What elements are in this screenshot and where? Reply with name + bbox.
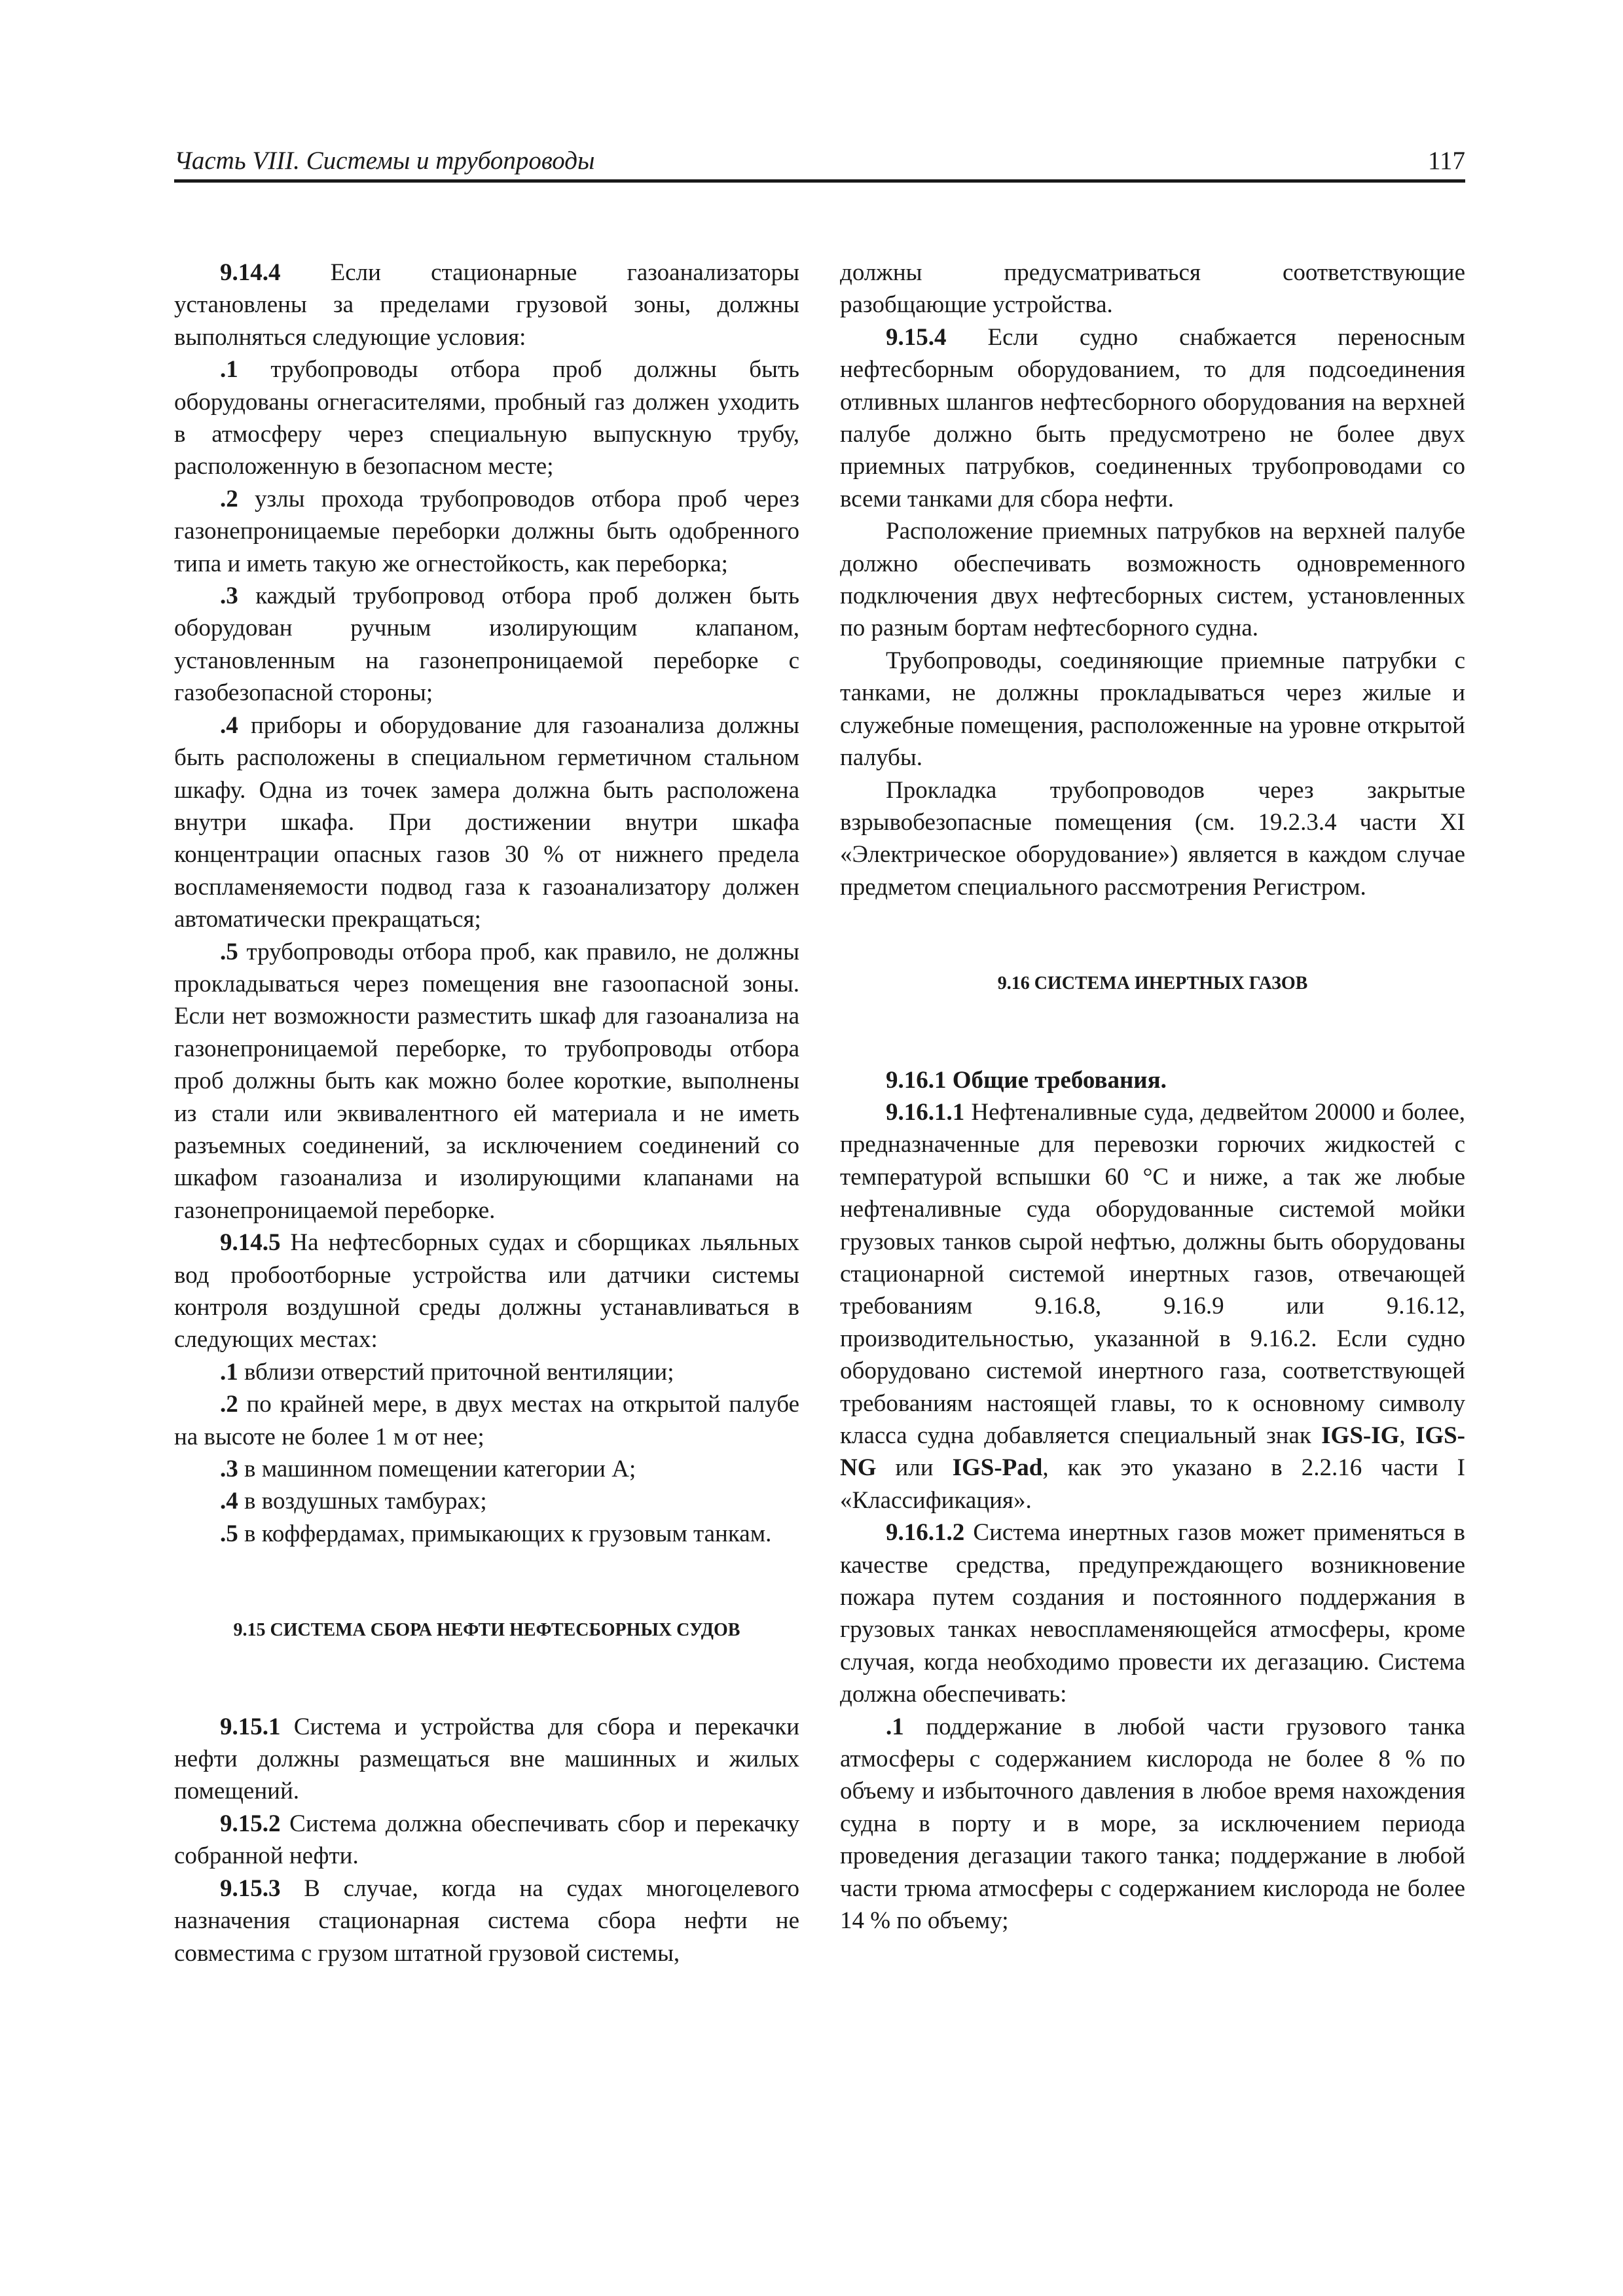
running-title: Часть VIII. Системы и трубопроводы <box>174 147 595 175</box>
section-heading: 9.16 СИСТЕМА ИНЕРТНЫХ ГАЗОВ <box>997 973 1308 994</box>
paragraph: Трубопроводы, соединяющие приемные патрубки с танками, не должны прокладываться через жилые и служебные помещения, расположенные на уровне открытой палубы. <box>840 647 1465 772</box>
spacer <box>840 903 1465 935</box>
spacer <box>174 1647 799 1679</box>
spacer <box>174 1550 799 1582</box>
list-item: .2 узлы прохода трубопроводов отбора проб через газонепроницаемые переборки должны быть одобренного типа и иметь такую же огнестойкость, как переборка; <box>174 485 799 577</box>
spacer <box>840 1032 1465 1064</box>
paragraph: 9.15.4 Если судно снабжается переносным нефтесборным оборудованием, то для подсоединения отливных шлангов нефтесборного оборудования на верхней палубе должно быть предусмотрено не более двух приемных патрубков, соединенных трубопроводами со всеми танками для сбора нефти. <box>840 323 1465 512</box>
list-item: .3 каждый трубопровод отбора проб должен быть оборудован ручным изолирующим клапаном, установленным на газонепроницаемой переборке с газобезопасной стороны; <box>174 583 799 707</box>
spacer <box>840 1000 1465 1032</box>
page-header <box>174 145 1465 183</box>
list-item: .2 по крайней мере, в двух местах на открытой палубе на высоте не более 1 м от нее; <box>174 1391 799 1450</box>
paragraph: Расположение приемных патрубков на верхней палубе должно обеспечивать возможность одновременного подключения двух нефтесборных систем, установленных по разным бортам нефтесборного судна. <box>840 518 1465 642</box>
left-column <box>174 257 799 1969</box>
paragraph: 9.15.1 Система и устройства для сбора и перекачки нефти должны размещаться вне машинных и жилых помещений. <box>174 1713 799 1805</box>
paragraph: 9.15.3 В случае, когда на судах многоцелевого назначения стационарная система сбора нефти не совместима с грузом штатной грузовой системы, <box>174 1874 799 1967</box>
right-column <box>840 257 1465 1937</box>
list-item: .1 поддержание в любой части грузового танка атмосферы с содержанием кислорода не более 8 % по объему и избыточного давления в любое время нахождения судна в порту и в море, за исключением периода проведения дегазации такого танка; поддержание в любой части трюма атмосферы с содержанием кислорода не более 14 % по объему; <box>840 1713 1465 1935</box>
list-item: .4 в воздушных тамбурах; <box>220 1488 487 1515</box>
paragraph: 9.16.1.1 Нефтеналивные суда, дедвейтом 20000 и более, предназначенные для перевозки горючих жидкостей с температурой вспышки 60 °С и ниже, а так же любые нефтеналивные суда оборудованные системой мойки грузовых танков сырой нефтью, должны быть оборудованы стационарной системой инертных газов, отвечающей требованиям 9.16.8, 9.16.9 или 9.16.12, производительностью, указанной в 9.16.2. Если судно оборудовано системой инертного газа, соответствующей требованиям настоящей главы, то к основному символу класса судна добавляется специальный знак IGS-IG, IGS-NG или IGS-Pad, как это указано в 2.2.16 части I «Классификация». <box>840 1098 1465 1514</box>
list-item: .3 в машинном помещении категории А; <box>220 1456 636 1483</box>
paragraph: 9.14.4 Если стационарные газоанализаторы установлены за пределами грузовой зоны, должны выполняться следующие условия: <box>174 259 799 351</box>
list-item: .5 в коффердамах, примыкающих к грузовым танкам. <box>220 1520 772 1547</box>
list-item: .4 приборы и оборудование для газоанализа должны быть расположены в специальном герметичном стальном шкафу. Одна из точек замера должна быть расположена внутри шкафа. При достижении внутри шкафа концентрации опасных газов 30 % от нижнего предела воспламеняемости подвод газа к газоанализатору должен автоматически прекращаться; <box>174 711 799 933</box>
paragraph: 9.16.1.2 Система инертных газов может применяться в качестве средства, предупреждающего возникновение пожара путем создания и постоянного поддержания в грузовых танках невоспламеняющейся атмосферы, кроме случая, когда необходимо провести их дегазацию. Система должна обеспечивать: <box>840 1519 1465 1708</box>
paragraph: Прокладка трубопроводов через закрытые взрывобезопасные помещения (см. 19.2.3.4 части XI «Электрическое оборудование») является в каждом случае предметом специального рассмотрения Регистром. <box>840 776 1465 901</box>
spacer <box>840 935 1465 967</box>
section-heading: 9.15 СИСТЕМА СБОРА НЕФТИ НЕФТЕСБОРНЫХ СУДОВ <box>233 1620 740 1641</box>
paragraph: 9.14.5 На нефтесборных судах и сборщиках льяльных вод пробоотборные устройства или датчики системы контроля воздушной среды должны устанавливаться в следующих местах: <box>174 1229 799 1354</box>
subsection-heading: 9.16.1 Общие требования. <box>886 1066 1167 1094</box>
spacer <box>174 1582 799 1614</box>
spacer <box>174 1679 799 1711</box>
page-number: 117 <box>1427 147 1465 175</box>
list-item: .1 вблизи отверстий приточной вентиляции; <box>220 1358 674 1386</box>
list-item: .5 трубопроводы отбора проб, как правило, не должны прокладываться через помещения вне газоопасной зоны. Если нет возможности разместить шкаф для газоанализа на газонепроницаемой переборке, то трубопроводы отбора проб должны быть как можно более короткие, выполнены из стали или эквивалентного ей материала и не иметь разъемных соединений, за исключением соединений со шкафом газоанализа и изолирующими клапанами на газонепроницаемой переборке. <box>174 938 799 1224</box>
paragraph-continuation: должны предусматриваться соответствующие разобщающие устройства. <box>840 259 1465 319</box>
paragraph: 9.15.2 Система должна обеспечивать сбор и перекачку собранной нефти. <box>174 1810 799 1870</box>
list-item: .1 трубопроводы отбора проб должны быть оборудованы огнегасителями, пробный газ должен уходить в атмосферу через специальную выпускную трубу, расположенную в безопасном месте; <box>174 356 799 480</box>
